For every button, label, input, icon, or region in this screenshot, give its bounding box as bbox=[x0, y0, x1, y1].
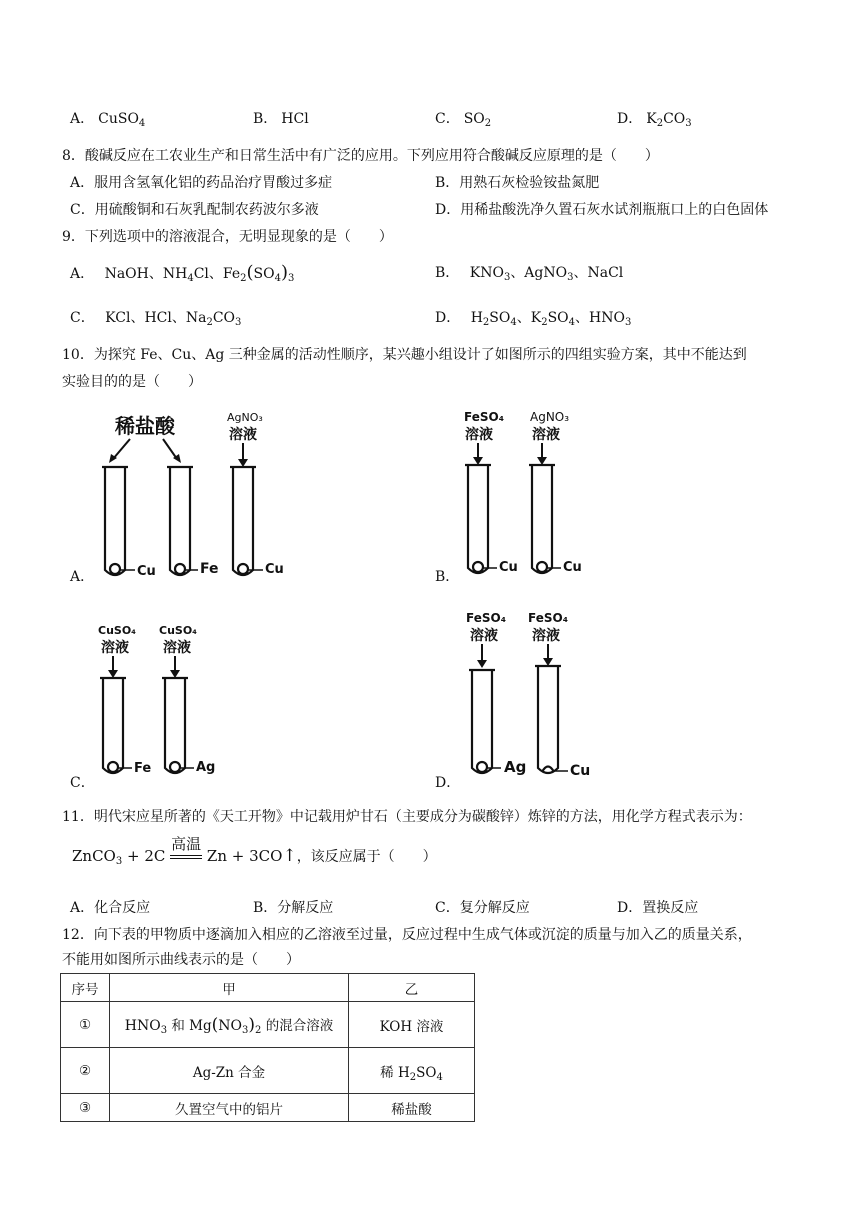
q10-option-c-letter[interactable]: C． bbox=[70, 775, 95, 791]
table-row: ② Ag-Zn 合金 稀 $H_2SO_4$ bbox=[61, 1048, 475, 1094]
svg-text:AgNO₃: AgNO₃ bbox=[227, 411, 263, 424]
svg-text:Cu: Cu bbox=[570, 763, 591, 779]
gas-arrow: ↑ bbox=[282, 846, 297, 866]
table-header-row bbox=[61, 974, 475, 1002]
test-tube-3 bbox=[233, 467, 253, 575]
q10-option-a-letter[interactable]: A． bbox=[70, 569, 95, 585]
svg-text:AgNO₃: AgNO₃ bbox=[530, 410, 570, 424]
q11-option-a[interactable]: A．化合反应 bbox=[70, 900, 151, 916]
q10-stem-line1: 10．为探究 Fe、Cu、Ag 三种金属的活动性顺序，某兴趣小组设计了如图所示的四组实验方案，其中不能达到 bbox=[62, 347, 747, 363]
table-row: ③ 久置空气中的铝片 稀盐酸 bbox=[61, 1094, 475, 1122]
q8-option-b[interactable]: B．用熟石灰检验铵盐氮肥 bbox=[435, 175, 600, 191]
test-tube-2 bbox=[170, 467, 190, 575]
q7-option-b[interactable]: B． HCl bbox=[253, 111, 309, 127]
svg-text:FeSO₄: FeSO₄ bbox=[466, 611, 506, 625]
q7-option-a[interactable]: A． CuSO$_4$ bbox=[70, 111, 146, 129]
svg-text:溶液: 溶液 bbox=[229, 427, 257, 443]
q11-option-b[interactable]: B．分解反应 bbox=[253, 900, 334, 916]
svg-text:溶液: 溶液 bbox=[470, 628, 498, 644]
svg-text:溶液: 溶液 bbox=[163, 640, 191, 656]
q9-option-b[interactable]: B． $KNO_3$、AgNO$_3$、NaCl bbox=[435, 265, 624, 283]
metal-piece-1 bbox=[110, 564, 120, 574]
q10-figure-b bbox=[460, 405, 620, 585]
q7-option-c[interactable]: C． $SO_2$ bbox=[435, 111, 492, 129]
q11-option-c[interactable]: C．复分解反应 bbox=[435, 900, 530, 916]
reaction-condition: 高温 bbox=[171, 835, 202, 853]
header-no: 序号 bbox=[61, 974, 110, 1002]
metal-piece-3 bbox=[238, 564, 248, 574]
q11-equation: ZnCO$_3$ + 2C 高温 Zn + 3CO↑，该反应属于（ ） bbox=[72, 835, 437, 867]
q9-option-d[interactable]: D． $H_2SO_4$、$K_2SO_4$、$HNO_3$ bbox=[435, 310, 632, 328]
label-hydrochloric-acid: 稀盐酸 bbox=[115, 414, 175, 438]
header-jia: 甲 bbox=[110, 974, 349, 1002]
svg-text:溶液: 溶液 bbox=[532, 628, 560, 644]
svg-text:Fe: Fe bbox=[200, 561, 219, 577]
svg-text:Cu: Cu bbox=[137, 564, 156, 579]
table-row: ① $HNO_3$ 和 $Mg(NO_3)_2$ 的混合溶液 KOH 溶液 bbox=[61, 1002, 475, 1048]
q11-option-d[interactable]: D．置换反应 bbox=[617, 900, 699, 916]
metal-piece-2 bbox=[175, 564, 185, 574]
q8-option-c[interactable]: C．用硫酸铜和石灰乳配制农药波尔多液 bbox=[70, 202, 319, 218]
svg-text:Ag: Ag bbox=[504, 758, 527, 776]
svg-text:Fe: Fe bbox=[134, 761, 152, 776]
q12-stem-line1: 12．向下表的甲物质中逐滴加入相应的乙溶液至过量，反应过程中生成气体或沉淀的质量与加入乙的质量关系， bbox=[62, 927, 752, 943]
q10-figure-d bbox=[460, 606, 640, 796]
q12-table bbox=[60, 973, 475, 1122]
svg-text:CuSO₄: CuSO₄ bbox=[159, 624, 197, 637]
q10-figure-c bbox=[95, 616, 255, 796]
q11-stem: 11．明代宋应星所著的《天工开物》中记载用炉甘石（主要成分为碳酸锌）炼锌的方法，用化学方程式表示为： bbox=[62, 809, 752, 825]
q10-stem-line2: 实验目的的是（ ） bbox=[62, 374, 202, 390]
svg-text:Cu: Cu bbox=[563, 560, 582, 575]
q9-option-c[interactable]: C． KCl、HCl、$Na_2CO_3$ bbox=[70, 310, 242, 328]
svg-text:FeSO₄: FeSO₄ bbox=[464, 410, 504, 424]
svg-text:溶液: 溶液 bbox=[532, 427, 560, 443]
svg-text:Cu: Cu bbox=[499, 560, 518, 575]
arrow-left bbox=[113, 439, 130, 459]
q12-stem-line2: 不能用如图所示曲线表示的是（ ） bbox=[62, 952, 300, 968]
test-tube-1 bbox=[105, 467, 125, 575]
svg-text:Ag: Ag bbox=[196, 760, 216, 775]
q7-option-d[interactable]: D． $K_2CO_3$ bbox=[617, 111, 692, 129]
q9-option-a[interactable]: A． NaOH、$NH_4Cl$、$Fe_2(SO_4)_3$ bbox=[70, 262, 295, 284]
q9-stem: 9．下列选项中的溶液混合，无明显现象的是（ ） bbox=[62, 229, 393, 245]
q8-option-a[interactable]: A．服用含氢氧化铝的药品治疗胃酸过多症 bbox=[70, 175, 333, 191]
q10-option-b-letter[interactable]: B． bbox=[435, 569, 460, 585]
q8-option-d[interactable]: D．用稀盐酸洗净久置石灰水试剂瓶瓶口上的白色固体 bbox=[435, 202, 769, 218]
svg-text:溶液: 溶液 bbox=[465, 427, 493, 443]
svg-text:溶液: 溶液 bbox=[101, 640, 129, 656]
header-yi: 乙 bbox=[349, 974, 475, 1002]
svg-text:Cu: Cu bbox=[265, 562, 284, 577]
svg-text:FeSO₄: FeSO₄ bbox=[528, 611, 568, 625]
q10-figure-a bbox=[95, 405, 305, 585]
q8-stem: 8．酸碱反应在工农业生产和日常生活中有广泛的应用。下列应用符合酸碱反应原理的是（ ） bbox=[62, 148, 659, 164]
svg-text:CuSO₄: CuSO₄ bbox=[98, 624, 136, 637]
q10-option-d-letter[interactable]: D． bbox=[435, 775, 461, 791]
arrow-right bbox=[163, 439, 177, 459]
